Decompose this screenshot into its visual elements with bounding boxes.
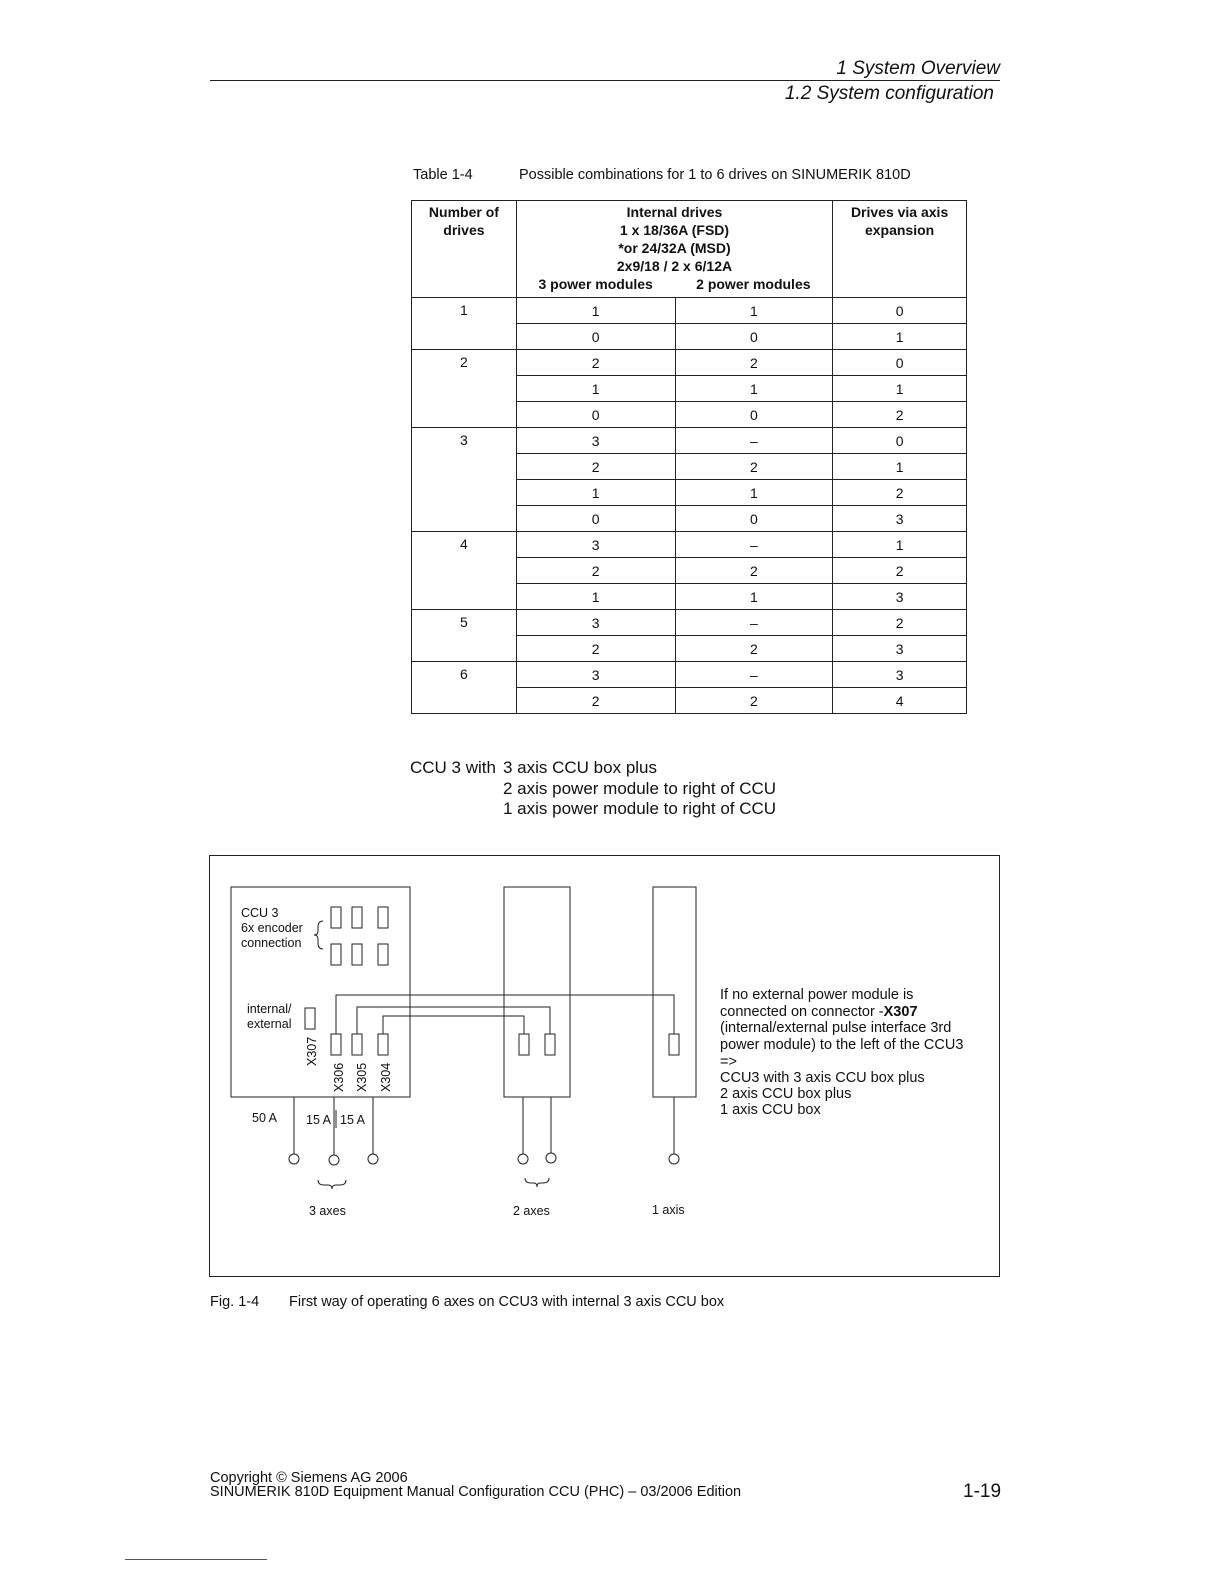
header-col2-line3: *or 24/32A (MSD) bbox=[618, 240, 731, 256]
footer-link-underline[interactable] bbox=[125, 1559, 267, 1560]
header-col2-line4: 2x9/18 / 2 x 6/12A bbox=[616, 258, 733, 274]
x304-connector bbox=[378, 1034, 388, 1055]
label-x305: X305 bbox=[355, 1062, 369, 1092]
axis-expansion-cell: 0 bbox=[833, 428, 967, 454]
three-pm-cell: 1 bbox=[516, 376, 675, 402]
axis-expansion-cell: 2 bbox=[833, 558, 967, 584]
ccu-line-2: 2 axis power module to right of CCU bbox=[503, 779, 777, 798]
header-col2-line2: 1 x 18/36A (FSD) bbox=[619, 222, 730, 238]
ribbon-cable bbox=[357, 1007, 550, 1034]
two-pm-cell: 0 bbox=[675, 324, 833, 350]
current-50a: 50 A bbox=[252, 1111, 278, 1125]
module-connector bbox=[669, 1034, 679, 1055]
two-pm-cell: – bbox=[675, 428, 833, 454]
note-line-6: CCU3 with 3 axis CCU box plus bbox=[720, 1070, 925, 1086]
two-pm-cell: – bbox=[675, 662, 833, 688]
x307-jumper-connector bbox=[305, 1008, 315, 1029]
three-pm-cell: 2 bbox=[516, 350, 675, 376]
page-number: 1-19 bbox=[963, 1481, 1002, 1502]
x306-connector bbox=[331, 1034, 341, 1055]
axis-expansion-cell: 4 bbox=[833, 688, 967, 714]
two-pm-cell: – bbox=[675, 610, 833, 636]
two-pm-cell: 1 bbox=[675, 480, 833, 506]
three-pm-cell: 3 bbox=[516, 662, 675, 688]
header-2-power-modules: 2 power modules bbox=[696, 276, 811, 292]
ccu-label-1: CCU 3 bbox=[241, 906, 279, 920]
two-pm-cell: 1 bbox=[675, 298, 833, 324]
axis-expansion-cell: 3 bbox=[833, 662, 967, 688]
ribbon-cable bbox=[336, 995, 674, 1034]
table-caption: Possible combinations for 1 to 6 drives on SINUMERIK 810D bbox=[519, 167, 911, 183]
note-line-2-text: connected on connector - bbox=[720, 1004, 884, 1020]
current-15a-2: 15 A bbox=[340, 1113, 366, 1127]
three-pm-cell: 2 bbox=[516, 558, 675, 584]
two-pm-cell: – bbox=[675, 532, 833, 558]
brace-icon bbox=[525, 1178, 549, 1187]
label-x307: X307 bbox=[305, 1036, 319, 1066]
axis-expansion-cell: 3 bbox=[833, 636, 967, 662]
terminal bbox=[289, 1154, 299, 1164]
header-col1-line1: Number of bbox=[428, 204, 499, 220]
note-bold-x307: X307 bbox=[883, 1004, 918, 1020]
two-pm-cell: 2 bbox=[675, 558, 833, 584]
header-col3-line1: Drives via axis bbox=[850, 204, 949, 220]
module-connector bbox=[545, 1034, 555, 1055]
header-col3-line2: expansion bbox=[864, 222, 935, 238]
two-pm-cell: 0 bbox=[675, 402, 833, 428]
three-pm-cell: 2 bbox=[516, 636, 675, 662]
three-pm-cell: 2 bbox=[516, 454, 675, 480]
two-pm-cell: 2 bbox=[675, 688, 833, 714]
three-pm-cell: 3 bbox=[516, 428, 675, 454]
ribbon-cable bbox=[383, 1016, 524, 1034]
encoder-connector bbox=[378, 907, 388, 928]
external-label: external bbox=[247, 1017, 292, 1031]
internal-label: internal/ bbox=[247, 1002, 292, 1016]
module-connector bbox=[519, 1034, 529, 1055]
two-pm-cell: 0 bbox=[675, 506, 833, 532]
three-pm-cell: 0 bbox=[516, 324, 675, 350]
terminal bbox=[669, 1154, 679, 1164]
three-pm-cell: 2 bbox=[516, 688, 675, 714]
chapter-title: 1 System Overview bbox=[836, 58, 1000, 79]
drive-count-cell: 4 bbox=[412, 532, 517, 610]
encoder-connector bbox=[331, 907, 341, 928]
axis-expansion-cell: 3 bbox=[833, 584, 967, 610]
terminal bbox=[329, 1155, 339, 1165]
drive-count-cell: 5 bbox=[412, 610, 517, 662]
copyright: Copyright © Siemens AG 2006 bbox=[210, 1470, 408, 1486]
axis-expansion-cell: 2 bbox=[833, 402, 967, 428]
header-col1-line2: drives bbox=[443, 222, 485, 238]
three-pm-cell: 1 bbox=[516, 480, 675, 506]
ccu-line-3: 1 axis power module to right of CCU bbox=[503, 799, 777, 818]
figure-number: Fig. 1-4 bbox=[210, 1294, 260, 1310]
two-axis-module-box bbox=[504, 887, 570, 1097]
manual-title: SINUMERIK 810D Equipment Manual Configuration CCU (PHC) – 03/2006 Edition bbox=[210, 1484, 742, 1500]
three-pm-cell: 3 bbox=[516, 532, 675, 558]
x305-connector bbox=[352, 1034, 362, 1055]
two-pm-cell: 1 bbox=[675, 376, 833, 402]
axis-expansion-cell: 0 bbox=[833, 350, 967, 376]
note-line-3: (internal/external pulse interface 3rd bbox=[720, 1020, 952, 1036]
brace-icon bbox=[314, 921, 323, 949]
label-x304: X304 bbox=[379, 1062, 393, 1092]
one-axis-module-box bbox=[653, 887, 696, 1097]
terminal bbox=[368, 1154, 378, 1164]
drive-count-cell: 2 bbox=[412, 350, 517, 428]
ccu-label-2: 6x encoder bbox=[241, 921, 303, 935]
ccu-label-3: connection bbox=[241, 936, 302, 950]
two-pm-cell: 2 bbox=[675, 636, 833, 662]
brace-icon bbox=[318, 1180, 346, 1189]
label-x306: X306 bbox=[332, 1062, 346, 1092]
note-line-8: 1 axis CCU box bbox=[720, 1102, 821, 1118]
note-line-2 bbox=[720, 1004, 918, 1020]
drive-count-cell: 6 bbox=[412, 662, 517, 714]
axis-expansion-cell: 1 bbox=[833, 532, 967, 558]
three-pm-cell: 3 bbox=[516, 610, 675, 636]
note-line-7: 2 axis CCU box plus bbox=[720, 1086, 852, 1102]
three-pm-cell: 0 bbox=[516, 506, 675, 532]
figure-caption: First way of operating 6 axes on CCU3 with internal 3 axis CCU box bbox=[289, 1294, 725, 1310]
drive-count-cell: 3 bbox=[412, 428, 517, 532]
note-line-5: => bbox=[720, 1054, 737, 1070]
axis-expansion-cell: 3 bbox=[833, 506, 967, 532]
ccu-prefix: CCU 3 with bbox=[410, 758, 496, 777]
label-2-axes: 2 axes bbox=[513, 1204, 550, 1218]
axis-expansion-cell: 1 bbox=[833, 454, 967, 480]
terminal bbox=[546, 1153, 556, 1163]
encoder-connector bbox=[378, 944, 388, 965]
three-pm-cell: 1 bbox=[516, 298, 675, 324]
encoder-connector bbox=[352, 907, 362, 928]
two-pm-cell: 1 bbox=[675, 584, 833, 610]
drive-count-cell: 1 bbox=[412, 298, 517, 350]
section-title: 1.2 System configuration bbox=[784, 83, 994, 104]
encoder-connector bbox=[352, 944, 362, 965]
label-1-axis: 1 axis bbox=[652, 1203, 685, 1217]
note-line-1: If no external power module is bbox=[720, 987, 914, 1003]
table-number: Table 1-4 bbox=[413, 167, 473, 183]
encoder-connector bbox=[331, 944, 341, 965]
label-3-axes: 3 axes bbox=[309, 1204, 346, 1218]
terminal bbox=[518, 1154, 528, 1164]
three-pm-cell: 0 bbox=[516, 402, 675, 428]
axis-expansion-cell: 2 bbox=[833, 610, 967, 636]
axis-expansion-cell: 2 bbox=[833, 480, 967, 506]
three-pm-cell: 1 bbox=[516, 584, 675, 610]
ccu-line-1: 3 axis CCU box plus bbox=[503, 758, 658, 777]
axis-expansion-cell: 0 bbox=[833, 298, 967, 324]
two-pm-cell: 2 bbox=[675, 350, 833, 376]
current-15a-1: 15 A bbox=[306, 1113, 332, 1127]
header-col2-line1: Internal drives bbox=[626, 204, 723, 220]
note-line-4: power module) to the left of the CCU3 bbox=[720, 1037, 964, 1053]
two-pm-cell: 2 bbox=[675, 454, 833, 480]
axis-expansion-cell: 1 bbox=[833, 324, 967, 350]
header-3-power-modules: 3 power modules bbox=[538, 276, 653, 292]
axis-expansion-cell: 1 bbox=[833, 376, 967, 402]
